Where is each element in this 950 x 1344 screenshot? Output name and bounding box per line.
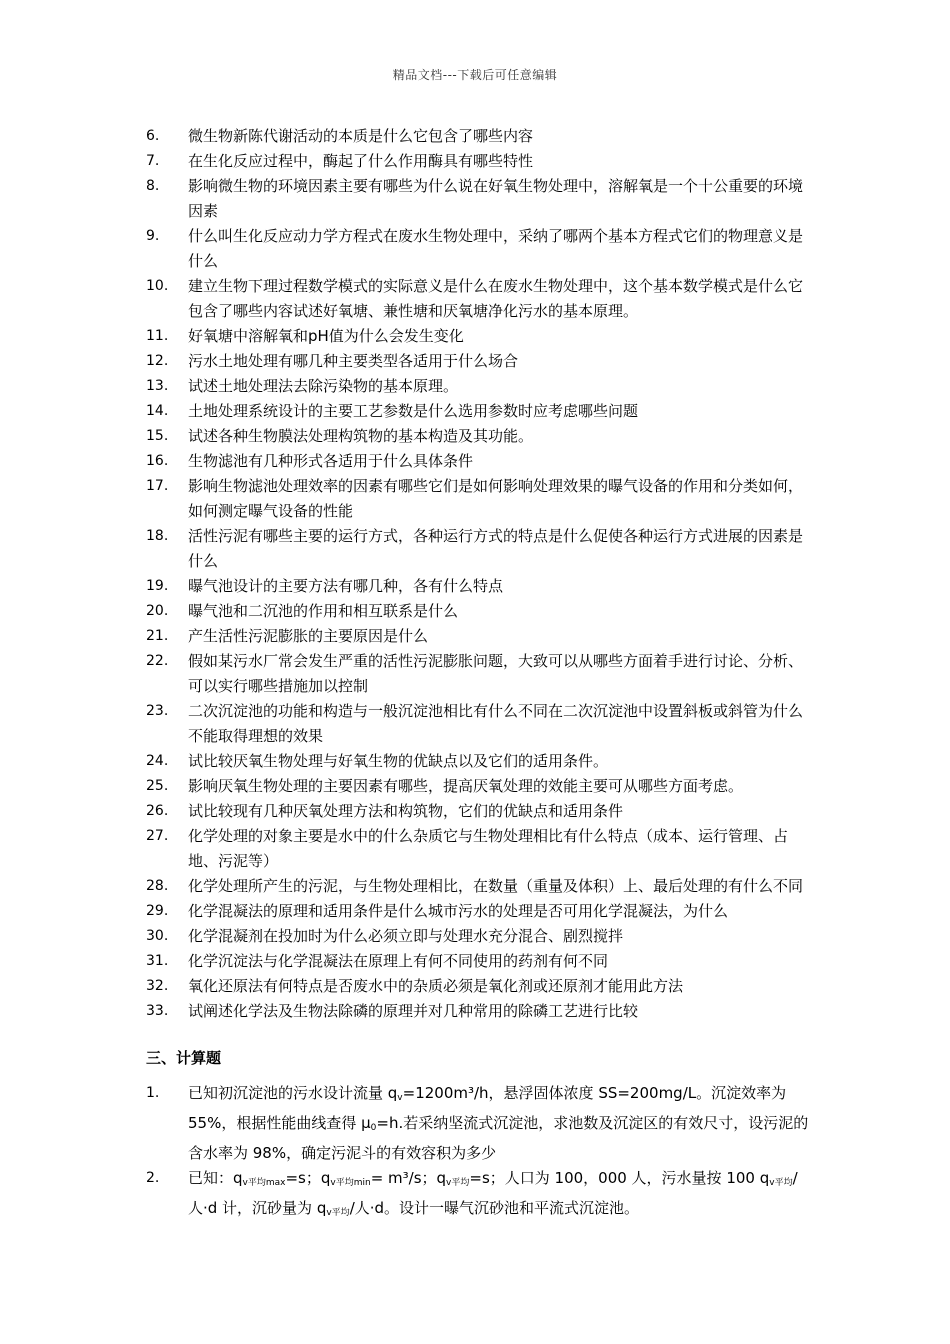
item-number: 26. bbox=[146, 803, 169, 819]
list-item bbox=[146, 699, 810, 749]
list-item bbox=[146, 899, 810, 924]
list-item bbox=[146, 399, 810, 424]
item-text: 微生物新陈代谢活动的本质是什么它包含了哪些内容 bbox=[188, 127, 534, 145]
list-item bbox=[146, 574, 810, 599]
item-number: 16. bbox=[146, 453, 169, 469]
item-text: 化学处理所产生的污泥，与生物处理相比，在数量（重量及体积）上、最后处理的有什么不同 bbox=[188, 877, 804, 895]
list-item bbox=[146, 799, 810, 824]
list-item bbox=[146, 874, 810, 899]
item-number: 25. bbox=[146, 778, 169, 794]
item-text: 试比较现有几种厌氧处理方法和构筑物，它们的优缺点和适用条件 bbox=[188, 802, 624, 820]
item-text: 好氧塘中溶解氧和pH值为什么会发生变化 bbox=[188, 327, 464, 345]
item-number: 20. bbox=[146, 603, 169, 619]
list-item bbox=[146, 449, 810, 474]
item-text: 土地处理系统设计的主要工艺参数是什么选用参数时应考虑哪些问题 bbox=[188, 402, 639, 420]
list-item bbox=[146, 999, 810, 1024]
item-text: 污水土地处理有哪几种主要类型各适用于什么场合 bbox=[188, 352, 519, 370]
list-item bbox=[146, 374, 810, 399]
list-item bbox=[146, 824, 810, 874]
list-item bbox=[146, 474, 810, 524]
list-item bbox=[146, 149, 810, 174]
item-number: 10. bbox=[146, 278, 169, 294]
item-text: 二次沉淀池的功能和构造与一般沉淀池相比有什么不同在二次沉淀池中设置斜板或斜管为什么不能取得理想的效果 bbox=[188, 702, 804, 745]
item-text: 试比较厌氧生物处理与好氧生物的优缺点以及它们的适用条件。 bbox=[188, 752, 609, 770]
item-number: 17. bbox=[146, 478, 169, 494]
section-title: 三、计算题 bbox=[146, 1049, 222, 1067]
item-text: 建立生物下理过程数学模式的实际意义是什么在废水生物处理中，这个基本数学模式是什么它包含了哪些内容试述好氧塘、兼性塘和厌氧塘净化污水的基本原理。 bbox=[188, 277, 804, 320]
list-item bbox=[146, 974, 810, 999]
list-item bbox=[146, 1166, 810, 1226]
item-text: 化学处理的对象主要是水中的什么杂质它与生物处理相比有什么特点（成本、运行管理、占地、污泥等） bbox=[188, 827, 789, 870]
item-number: 30. bbox=[146, 928, 169, 944]
list-item bbox=[146, 174, 810, 224]
item-text: 影响厌氧生物处理的主要因素有哪些，提高厌氧处理的效能主要可从哪些方面考虑。 bbox=[188, 777, 744, 795]
item-number: 29. bbox=[146, 903, 169, 919]
item-number: 19. bbox=[146, 578, 169, 594]
item-text: 化学沉淀法与化学混凝法在原理上有何不同使用的药剂有何不同 bbox=[188, 952, 609, 970]
item-number: 8. bbox=[146, 178, 160, 194]
list-item bbox=[146, 649, 810, 699]
list-item bbox=[146, 524, 810, 574]
item-text: 化学混凝剂在投加时为什么必须立即与处理水充分混合、剧烈搅拌 bbox=[188, 927, 624, 945]
list-item bbox=[146, 599, 810, 624]
list-item bbox=[146, 949, 810, 974]
list-item bbox=[146, 749, 810, 774]
item-text: 影响生物滤池处理效率的因素有哪些它们是如何影响处理效果的曝气设备的作用和分类如何，如何测定曝气设备的性能 bbox=[188, 477, 804, 520]
list-item bbox=[146, 124, 810, 149]
item-text: 活性污泥有哪些主要的运行方式，各种运行方式的特点是什么促使各种运行方式进展的因素是什么 bbox=[188, 527, 804, 570]
item-number: 23. bbox=[146, 703, 169, 719]
list-item bbox=[146, 424, 810, 449]
list-item bbox=[146, 624, 810, 649]
item-number: 6. bbox=[146, 128, 160, 144]
item-text: 在生化反应过程中，酶起了什么作用酶具有哪些特性 bbox=[188, 152, 534, 170]
list-item bbox=[146, 274, 810, 324]
item-number: 21. bbox=[146, 628, 169, 644]
item-number: 2. bbox=[146, 1170, 160, 1186]
item-text: 曝气池和二沉池的作用和相互联系是什么 bbox=[188, 602, 459, 620]
item-number: 1. bbox=[146, 1085, 160, 1101]
item-text: 已知初沉淀池的污水设计流量 $q_v=1200m^3/h$，悬浮固体浓度 SS=200mg/L。沉淀效率为 55%，根据性能曲线查得 $\mu_0=h$.若采纳坚流式沉淀池，求池数及沉淀区的有效尺寸，设污泥的含水率为 98%，确定污泥斗的有效容积为多少 bbox=[188, 1084, 809, 1162]
item-number: 31. bbox=[146, 953, 169, 969]
list-item bbox=[146, 324, 810, 349]
item-number: 33. bbox=[146, 1003, 169, 1019]
item-number: 14. bbox=[146, 403, 169, 419]
item-number: 28. bbox=[146, 878, 169, 894]
page-header: 精品文档---下载后可任意编辑 bbox=[392, 68, 558, 82]
item-text: 试述土地处理法去除污染物的基本原理。 bbox=[188, 377, 459, 395]
item-number: 32. bbox=[146, 978, 169, 994]
item-text: 试述各种生物膜法处理构筑物的基本构造及其功能。 bbox=[188, 427, 534, 445]
question-list bbox=[146, 124, 810, 1024]
list-item bbox=[146, 224, 810, 274]
item-number: 18. bbox=[146, 528, 169, 544]
list-item bbox=[146, 1081, 810, 1166]
item-number: 27. bbox=[146, 828, 169, 844]
item-number: 15. bbox=[146, 428, 169, 444]
item-number: 11. bbox=[146, 328, 169, 344]
item-number: 9. bbox=[146, 228, 160, 244]
item-number: 13. bbox=[146, 378, 169, 394]
item-text: 化学混凝法的原理和适用条件是什么城市污水的处理是否可用化学混凝法，为什么 bbox=[188, 902, 729, 920]
item-text: 假如某污水厂常会发生严重的活性污泥膨胀问题，大致可以从哪些方面着手进行讨论、分析、可以实行哪些措施加以控制 bbox=[188, 652, 804, 695]
item-number: 7. bbox=[146, 153, 160, 169]
list-item bbox=[146, 349, 810, 374]
item-number: 24. bbox=[146, 753, 169, 769]
calc-list bbox=[146, 1081, 810, 1226]
item-text: 氧化还原法有何特点是否废水中的杂质必须是氧化剂或还原剂才能用此方法 bbox=[188, 977, 684, 995]
item-number: 12. bbox=[146, 353, 169, 369]
item-text: 生物滤池有几种形式各适用于什么具体条件 bbox=[188, 452, 474, 470]
item-text: 产生活性污泥膨胀的主要原因是什么 bbox=[188, 627, 429, 645]
item-number: 22. bbox=[146, 653, 169, 669]
list-item bbox=[146, 924, 810, 949]
item-text: 试阐述化学法及生物法除磷的原理并对几种常用的除磷工艺进行比较 bbox=[188, 1002, 639, 1020]
item-text: 影响微生物的环境因素主要有哪些为什么说在好氧生物处理中，溶解氧是一个十公重要的环境因素 bbox=[188, 177, 804, 220]
item-text: 曝气池设计的主要方法有哪几种，各有什么特点 bbox=[188, 577, 504, 595]
list-item bbox=[146, 774, 810, 799]
item-text: 已知：$q_{v平均max}=s$；$q_{v平均min}= m^3/s$；$q_{v平均}=s$；人口为 100，000 人，污水量按 100 $q_{v平均}/$人·d 计，沉砂量为 $q_{v平均}/$人·d。设计一曝气沉砂池和平流式沉淀池。 bbox=[188, 1169, 798, 1218]
item-text: 什么叫生化反应动力学方程式在废水生物处理中，采纳了哪两个基本方程式它们的物理意义是什么 bbox=[188, 227, 804, 270]
